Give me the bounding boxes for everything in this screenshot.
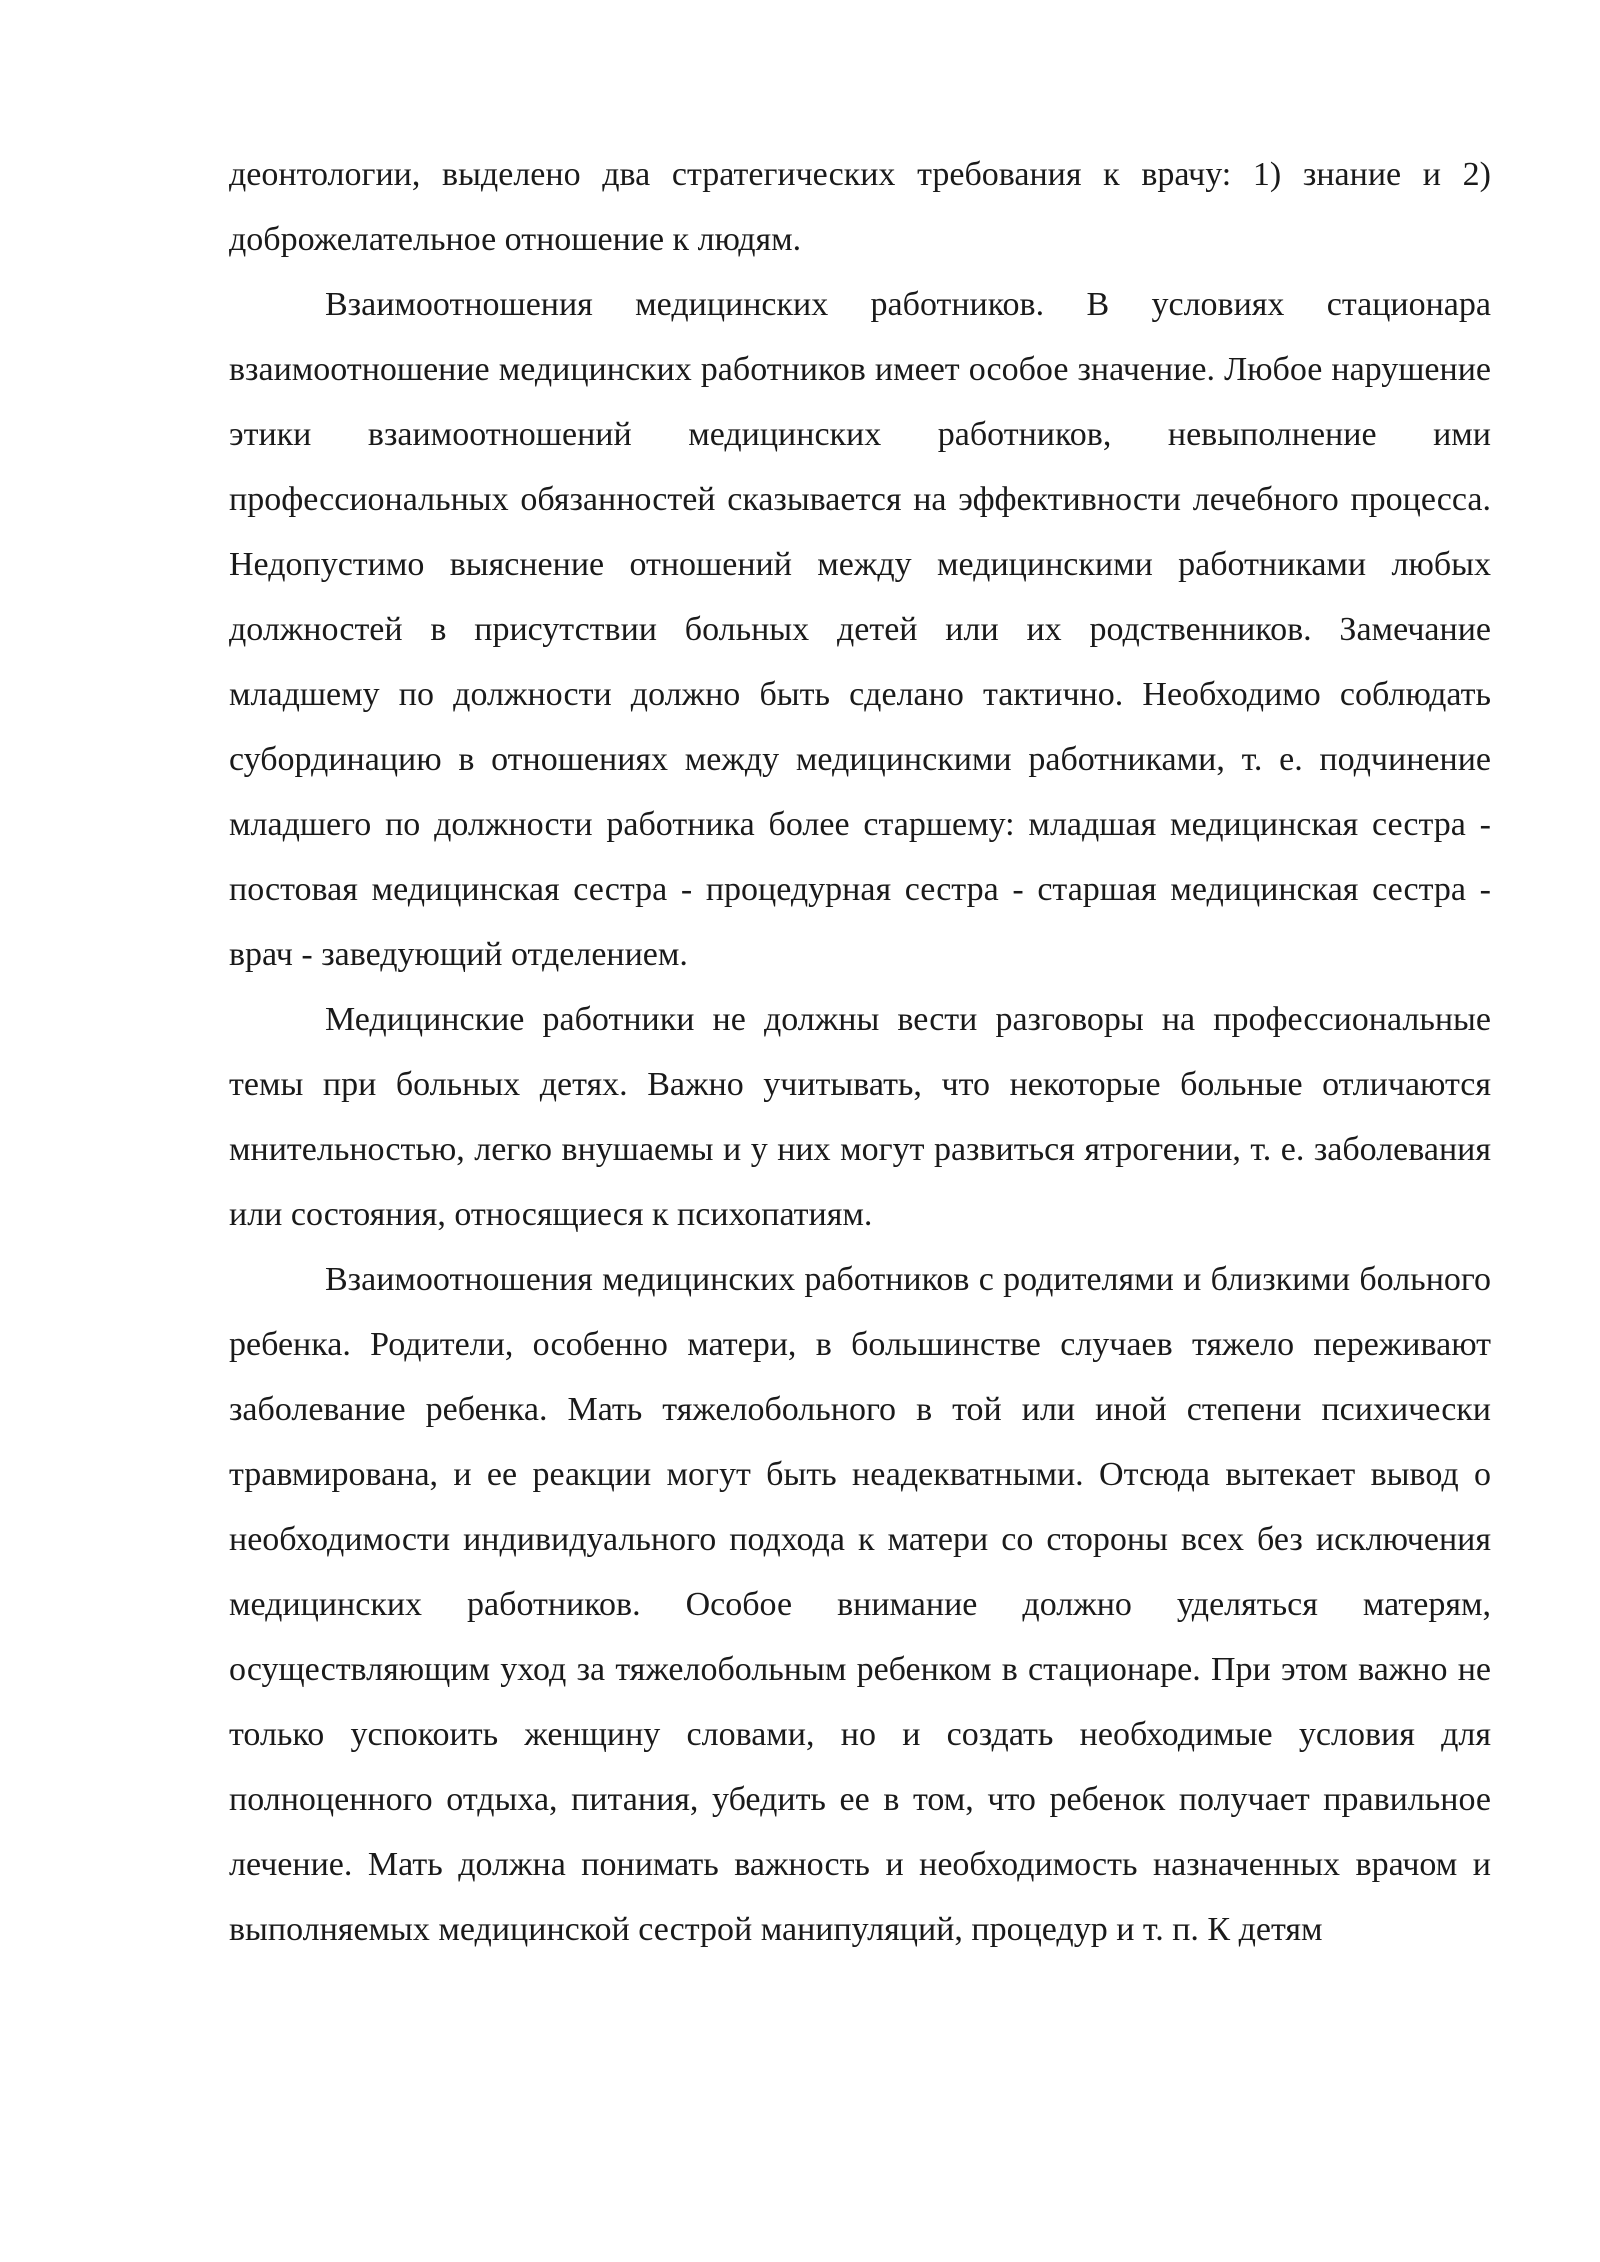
paragraph-professional-talk: Медицинские работники не должны вести разговоры на профессиональные темы при больных детях. Важно учитывать, что некоторые больные отличаются мнительностью, легко внушаемы и у них могут развиться ятрогении, т. е. заболевания или состояния, относящиеся к психопатиям. — [229, 1001, 1491, 1233]
paragraph-staff-relations: Взаимоотношения медицинских работников. В условиях стационара взаимоотношение медицинских работников имеет особое значение. Любое нарушение этики взаимоотношений медицинских работников, невыполнение ими профессиональных обязанностей сказывается на эффективности лечебного процесса. Недопустимо выяснение отношений между медицинскими работниками любых должностей в присутствии больных детей или их родственников. Замечание младшему по должности должно быть сделано тактично. Необходимо соблюдать субординацию в отношениях между медицинскими работниками, т. е. подчинение младшего по должности работника более старшему: младшая медицинская сестра - постовая медицинская сестра - процедурная сестра - старшая медицинская сестра - врач - заведующий отделением. — [229, 286, 1491, 973]
document-page — [229, 142, 1491, 1962]
paragraph-parent-relations: Взаимоотношения медицинских работников с родителями и близкими больного ребенка. Родители, особенно матери, в большинстве случаев тяжело переживают заболевание ребенка. Мать тяжелобольного в той или иной степени психически травмирована, и ее реакции могут быть неадекватными. Отсюда вытекает вывод о необходимости индивидуального подхода к матери со стороны всех без исключения медицинских работников. Особое внимание должно уделяться матерям, осуществляющим уход за тяжелобольным ребенком в стационаре. При этом важно не только успокоить женщину словами, но и создать необходимые условия для полноценного отдыха, питания, убедить ее в том, что ребенок получает правильное лечение. Мать должна понимать важность и необходимость назначенных врачом и выполняемых медицинской сестрой манипуляций, процедур и т. п. К детям — [229, 1261, 1491, 1948]
paragraph-continuation: деонтологии, выделено два стратегических требования к врачу: 1) знание и 2) доброжелательное отношение к людям. — [229, 156, 1491, 258]
